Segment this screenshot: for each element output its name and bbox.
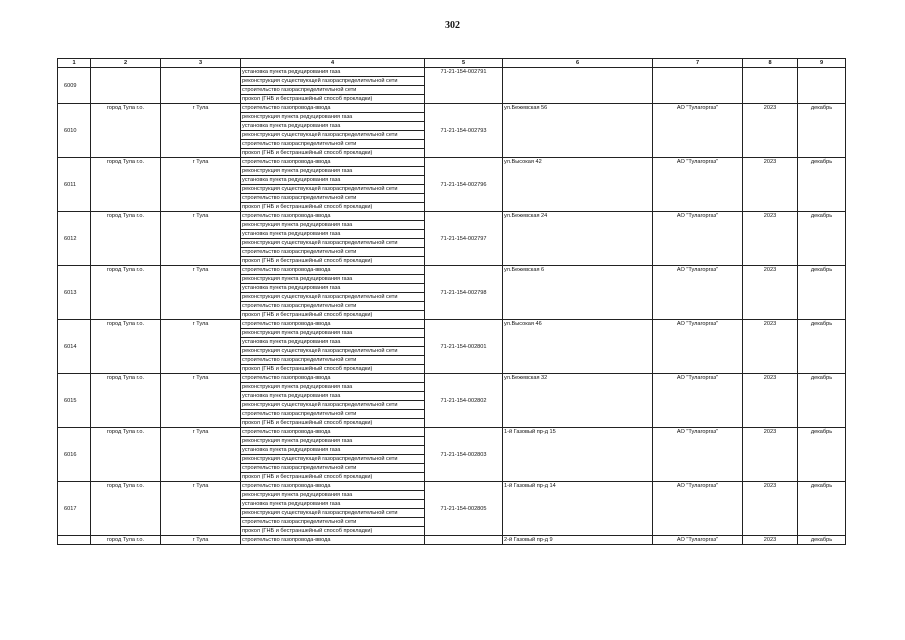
work-cell: реконструкция существующей газораспределительной сети: [241, 455, 425, 464]
work-cell: строительство газораспределительной сети: [241, 302, 425, 311]
header-cell: 8: [743, 59, 798, 68]
work-cell: установка пункта редуцирования газа: [241, 338, 425, 347]
city-cell: г Тула: [161, 536, 241, 545]
code-cell: 71-21-154-002791: [425, 68, 503, 104]
org-cell: [653, 68, 743, 104]
row-number: 6009: [58, 68, 91, 104]
row-number: 6010: [58, 104, 91, 158]
org-cell: АО "Тулагоргаз": [653, 428, 743, 482]
work-cell: реконструкция пункта редуцирования газа: [241, 383, 425, 392]
work-cell: прокол (ГНБ и бестраншейный способ прокладки): [241, 203, 425, 212]
city-cell: г Тула: [161, 212, 241, 266]
work-cell: строительство газопровода-ввода: [241, 482, 425, 491]
code-cell: 71-21-154-002797: [425, 212, 503, 266]
work-cell: прокол (ГНБ и бестраншейный способ прокладки): [241, 149, 425, 158]
district-cell: [91, 68, 161, 104]
table-row: [58, 212, 846, 221]
district-cell: город Тула г.о.: [91, 266, 161, 320]
table-row: [58, 320, 846, 329]
month-cell: декабрь: [798, 320, 846, 374]
work-cell: реконструкция существующей газораспределительной сети: [241, 185, 425, 194]
month-cell: декабрь: [798, 104, 846, 158]
table-row: [58, 266, 846, 275]
header-cell: 6: [503, 59, 653, 68]
header-cell: 4: [241, 59, 425, 68]
address-cell: 1-й Газовый пр-д 15: [503, 428, 653, 482]
code-cell: 71-21-154-002798: [425, 266, 503, 320]
org-cell: АО "Тулагоргаз": [653, 158, 743, 212]
work-cell: реконструкция существующей газораспределительной сети: [241, 239, 425, 248]
header-cell: 2: [91, 59, 161, 68]
org-cell: АО "Тулагоргаз": [653, 482, 743, 536]
district-cell: город Тула г.о.: [91, 104, 161, 158]
month-cell: декабрь: [798, 266, 846, 320]
year-cell: 2023: [743, 428, 798, 482]
works-table: [57, 58, 846, 545]
code-cell: 71-21-154-002802: [425, 374, 503, 428]
address-cell: ул.Высокая 46: [503, 320, 653, 374]
work-cell: прокол (ГНБ и бестраншейный способ прокладки): [241, 527, 425, 536]
org-cell: АО "Тулагоргаз": [653, 320, 743, 374]
table-row: [58, 158, 846, 167]
table-row: [58, 428, 846, 437]
row-number: 6013: [58, 266, 91, 320]
work-cell: реконструкция пункта редуцирования газа: [241, 113, 425, 122]
work-cell: реконструкция существующей газораспределительной сети: [241, 401, 425, 410]
row-number: 6016: [58, 428, 91, 482]
year-cell: [743, 68, 798, 104]
work-cell: реконструкция пункта редуцирования газа: [241, 329, 425, 338]
year-cell: 2023: [743, 158, 798, 212]
table-row: [58, 68, 846, 77]
work-cell: прокол (ГНБ и бестраншейный способ прокладки): [241, 257, 425, 266]
code-cell: [425, 536, 503, 545]
year-cell: 2023: [743, 536, 798, 545]
district-cell: город Тула г.о.: [91, 374, 161, 428]
city-cell: г Тула: [161, 428, 241, 482]
work-cell: реконструкция существующей газораспределительной сети: [241, 293, 425, 302]
district-cell: город Тула г.о.: [91, 482, 161, 536]
work-cell: строительство газораспределительной сети: [241, 464, 425, 473]
work-cell: установка пункта редуцирования газа: [241, 68, 425, 77]
table-row: [58, 482, 846, 491]
work-cell: реконструкция пункта редуцирования газа: [241, 491, 425, 500]
city-cell: [161, 68, 241, 104]
row-number: 6014: [58, 320, 91, 374]
table-row: [58, 536, 846, 545]
org-cell: АО "Тулагоргаз": [653, 536, 743, 545]
address-cell: [503, 68, 653, 104]
table-row: [58, 374, 846, 383]
address-cell: ул.Бежевская 24: [503, 212, 653, 266]
work-cell: прокол (ГНБ и бестраншейный способ прокладки): [241, 365, 425, 374]
work-cell: строительство газопровода-ввода: [241, 374, 425, 383]
month-cell: декабрь: [798, 482, 846, 536]
table-row: [58, 104, 846, 113]
org-cell: АО "Тулагоргаз": [653, 104, 743, 158]
address-cell: ул.Высокая 42: [503, 158, 653, 212]
header-row: [58, 59, 846, 68]
address-cell: ул.Бежевская 6: [503, 266, 653, 320]
district-cell: город Тула г.о.: [91, 320, 161, 374]
year-cell: 2023: [743, 374, 798, 428]
header-cell: 3: [161, 59, 241, 68]
work-cell: установка пункта редуцирования газа: [241, 284, 425, 293]
work-cell: строительство газораспределительной сети: [241, 518, 425, 527]
city-cell: г Тула: [161, 374, 241, 428]
work-cell: реконструкция пункта редуцирования газа: [241, 275, 425, 284]
address-cell: 2-й Газовый пр-д 9: [503, 536, 653, 545]
work-cell: реконструкция существующей газораспределительной сети: [241, 131, 425, 140]
work-cell: строительство газораспределительной сети: [241, 248, 425, 257]
work-cell: строительство газораспределительной сети: [241, 356, 425, 365]
year-cell: 2023: [743, 266, 798, 320]
city-cell: г Тула: [161, 482, 241, 536]
work-cell: строительство газопровода-ввода: [241, 320, 425, 329]
city-cell: г Тула: [161, 158, 241, 212]
year-cell: 2023: [743, 212, 798, 266]
row-number: [58, 536, 91, 545]
work-cell: установка пункта редуцирования газа: [241, 446, 425, 455]
row-number: 6017: [58, 482, 91, 536]
year-cell: 2023: [743, 104, 798, 158]
year-cell: 2023: [743, 320, 798, 374]
month-cell: декабрь: [798, 536, 846, 545]
work-cell: реконструкция существующей газораспределительной сети: [241, 77, 425, 86]
work-cell: установка пункта редуцирования газа: [241, 500, 425, 509]
row-number: 6015: [58, 374, 91, 428]
year-cell: 2023: [743, 482, 798, 536]
month-cell: декабрь: [798, 428, 846, 482]
header-cell: 1: [58, 59, 91, 68]
district-cell: город Тула г.о.: [91, 536, 161, 545]
code-cell: 71-21-154-002805: [425, 482, 503, 536]
header-cell: 7: [653, 59, 743, 68]
work-cell: прокол (ГНБ и бестраншейный способ прокладки): [241, 311, 425, 320]
work-cell: установка пункта редуцирования газа: [241, 392, 425, 401]
work-cell: прокол (ГНБ и бестраншейный способ прокладки): [241, 419, 425, 428]
table-body: [58, 68, 846, 545]
district-cell: город Тула г.о.: [91, 158, 161, 212]
row-number: 6012: [58, 212, 91, 266]
header-cell: 9: [798, 59, 846, 68]
work-cell: строительство газопровода-ввода: [241, 158, 425, 167]
work-cell: реконструкция существующей газораспределительной сети: [241, 509, 425, 518]
work-cell: установка пункта редуцирования газа: [241, 230, 425, 239]
work-cell: реконструкция существующей газораспределительной сети: [241, 347, 425, 356]
row-number: 6011: [58, 158, 91, 212]
address-cell: 1-й Газовый пр-д 14: [503, 482, 653, 536]
code-cell: 71-21-154-002796: [425, 158, 503, 212]
header-cell: 5: [425, 59, 503, 68]
city-cell: г Тула: [161, 266, 241, 320]
address-cell: ул.Бежевская 32: [503, 374, 653, 428]
work-cell: установка пункта редуцирования газа: [241, 122, 425, 131]
month-cell: декабрь: [798, 212, 846, 266]
month-cell: декабрь: [798, 374, 846, 428]
work-cell: установка пункта редуцирования газа: [241, 176, 425, 185]
work-cell: строительство газораспределительной сети: [241, 194, 425, 203]
district-cell: город Тула г.о.: [91, 428, 161, 482]
address-cell: ул.Бежевская 56: [503, 104, 653, 158]
work-cell: реконструкция пункта редуцирования газа: [241, 221, 425, 230]
page-number: 302: [445, 20, 460, 31]
month-cell: декабрь: [798, 158, 846, 212]
work-cell: строительство газораспределительной сети: [241, 410, 425, 419]
work-cell: строительство газопровода-ввода: [241, 104, 425, 113]
work-cell: прокол (ГНБ и бестраншейный способ прокладки): [241, 95, 425, 104]
code-cell: 71-21-154-002801: [425, 320, 503, 374]
work-cell: строительство газопровода-ввода: [241, 536, 425, 545]
org-cell: АО "Тулагоргаз": [653, 212, 743, 266]
work-cell: прокол (ГНБ и бестраншейный способ прокладки): [241, 473, 425, 482]
org-cell: АО "Тулагоргаз": [653, 374, 743, 428]
work-cell: реконструкция пункта редуцирования газа: [241, 167, 425, 176]
district-cell: город Тула г.о.: [91, 212, 161, 266]
work-cell: строительство газопровода-ввода: [241, 428, 425, 437]
work-cell: строительство газораспределительной сети: [241, 140, 425, 149]
work-cell: реконструкция пункта редуцирования газа: [241, 437, 425, 446]
code-cell: 71-21-154-002803: [425, 428, 503, 482]
work-cell: строительство газопровода-ввода: [241, 212, 425, 221]
city-cell: г Тула: [161, 104, 241, 158]
city-cell: г Тула: [161, 320, 241, 374]
org-cell: АО "Тулагоргаз": [653, 266, 743, 320]
work-cell: строительство газопровода-ввода: [241, 266, 425, 275]
code-cell: 71-21-154-002793: [425, 104, 503, 158]
month-cell: [798, 68, 846, 104]
work-cell: строительство газораспределительной сети: [241, 86, 425, 95]
